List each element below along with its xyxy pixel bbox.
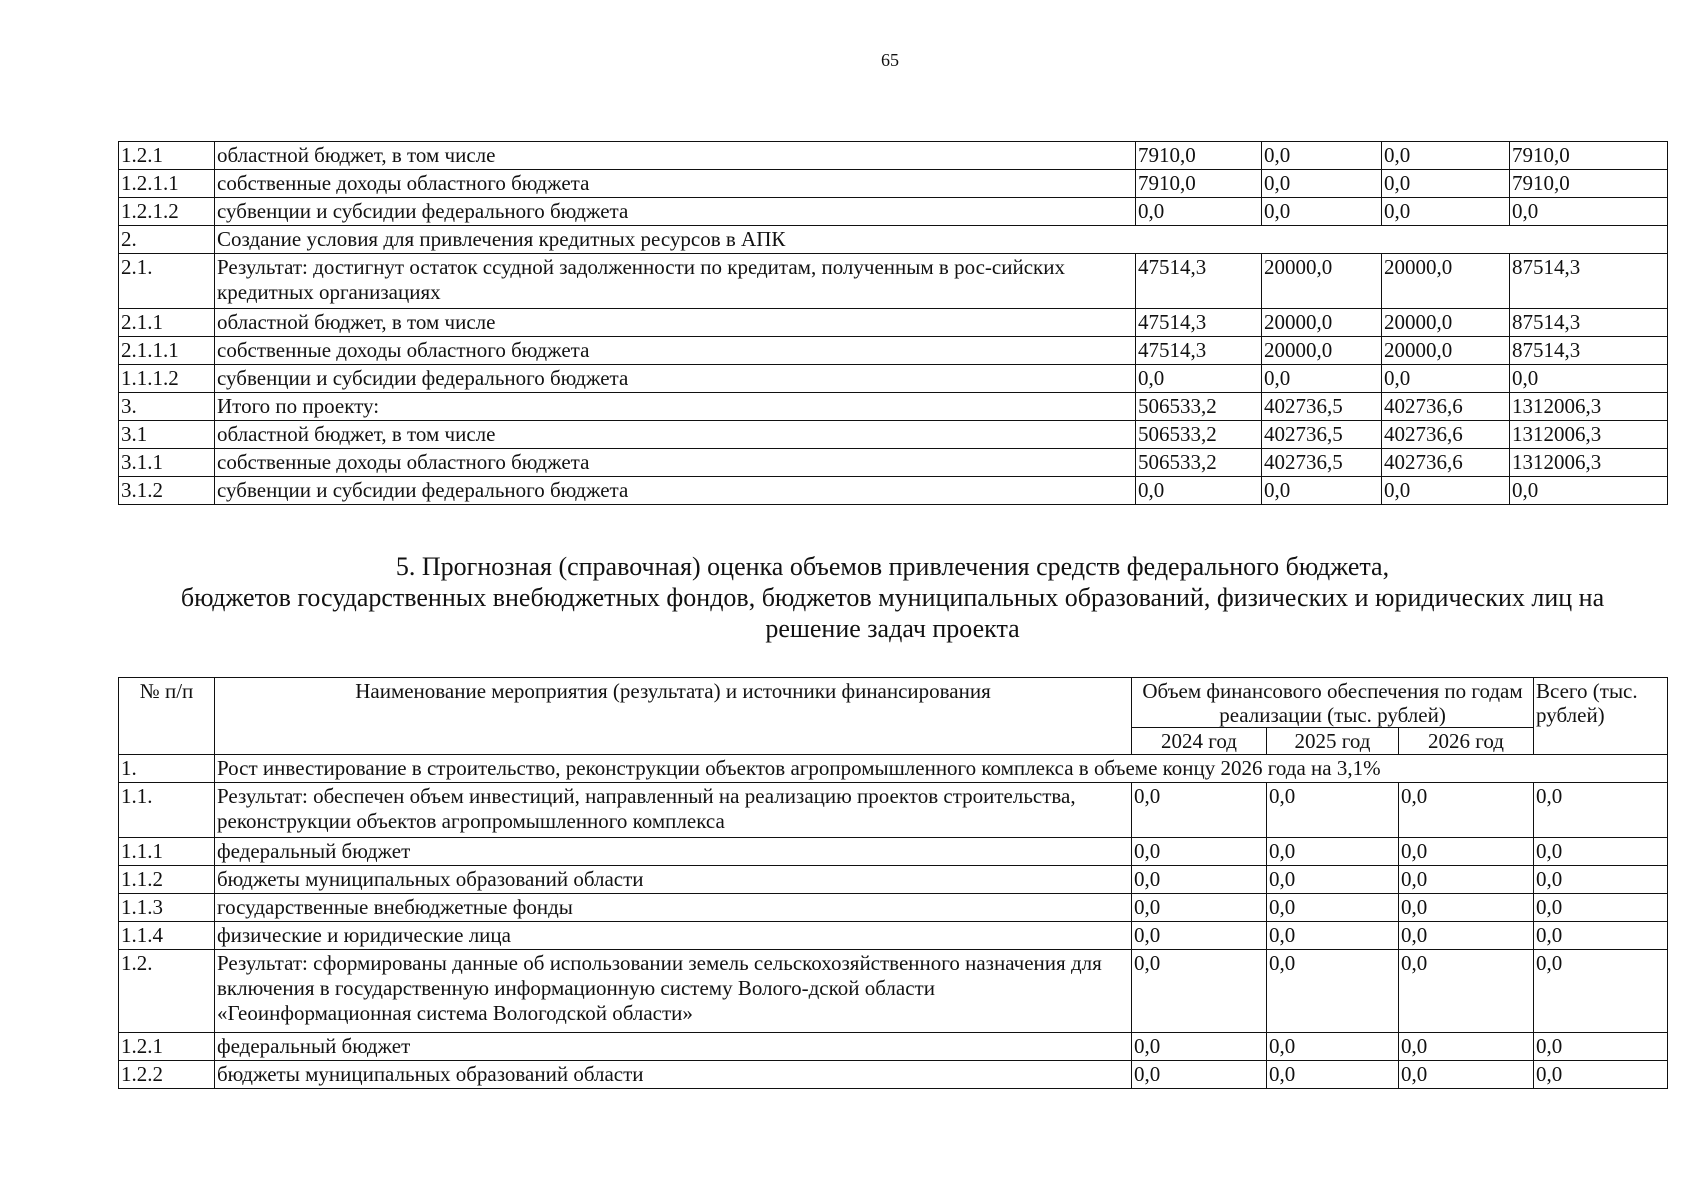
- row-number: 1.2.2: [119, 1061, 215, 1089]
- value-total: 0,0: [1534, 922, 1668, 950]
- value-2025: 0,0: [1267, 1061, 1399, 1089]
- row-number: 1.1.4: [119, 922, 215, 950]
- value-2025: 0,0: [1267, 838, 1399, 866]
- value-2026: 0,0: [1382, 170, 1510, 198]
- value-2024: 0,0: [1132, 894, 1267, 922]
- value-2024: 0,0: [1136, 365, 1262, 393]
- row-name: областной бюджет, в том числе: [215, 309, 1136, 337]
- value-total: 0,0: [1510, 198, 1668, 226]
- header-name: Наименование мероприятия (результата) и источники финансирования: [215, 678, 1132, 755]
- table-row: [119, 309, 1668, 337]
- header-number: № п/п: [119, 678, 215, 755]
- table-row: [119, 393, 1668, 421]
- value-2026: 0,0: [1399, 783, 1534, 838]
- value-total: 0,0: [1510, 477, 1668, 505]
- table-row: [119, 337, 1668, 365]
- value-2024: 47514,3: [1136, 309, 1262, 337]
- table-row: [119, 950, 1668, 1033]
- value-2024: 0,0: [1132, 1033, 1267, 1061]
- value-2025: 0,0: [1267, 783, 1399, 838]
- value-2026: 20000,0: [1382, 337, 1510, 365]
- value-total: 1312006,3: [1510, 449, 1668, 477]
- row-name: областной бюджет, в том числе: [215, 142, 1136, 170]
- header-volume: Объем финансового обеспечения по годам реализации (тыс. рублей): [1132, 678, 1534, 728]
- value-2025: 20000,0: [1262, 309, 1382, 337]
- value-2025: 0,0: [1267, 894, 1399, 922]
- value-2024: 0,0: [1136, 477, 1262, 505]
- table-row: [119, 170, 1668, 198]
- row-number: 1.2.1: [119, 142, 215, 170]
- row-name: физические и юридические лица: [215, 922, 1132, 950]
- row-number: 1.2.1: [119, 1033, 215, 1061]
- row-number: 1.2.1.1: [119, 170, 215, 198]
- row-name: государственные внебюджетные фонды: [215, 894, 1132, 922]
- table-row: [119, 922, 1668, 950]
- table-row: [119, 142, 1668, 170]
- value-2026: 0,0: [1382, 142, 1510, 170]
- value-2026: 20000,0: [1382, 309, 1510, 337]
- value-2024: 0,0: [1132, 922, 1267, 950]
- value-2024: 0,0: [1132, 866, 1267, 894]
- table-row: [119, 449, 1668, 477]
- row-number: 1.2.1.2: [119, 198, 215, 226]
- table-row-section: [119, 755, 1668, 783]
- value-2026: 402736,6: [1382, 393, 1510, 421]
- row-name: Результат: обеспечен объем инвестиций, направленный на реализацию проектов строительства, реконструкции объектов агропромышленного комплекса: [215, 783, 1132, 838]
- header-total: Всего (тыс. рублей): [1534, 678, 1668, 755]
- value-total: 87514,3: [1510, 337, 1668, 365]
- section-5-heading-line-1: 5. Прогнозная (справочная) оценка объемов привлечения средств федерального бюджета,: [395, 552, 1390, 581]
- value-total: 1312006,3: [1510, 421, 1668, 449]
- row-name: собственные доходы областного бюджета: [215, 449, 1136, 477]
- header-year-2025: 2025 год: [1267, 728, 1399, 755]
- row-number: 2.1.1: [119, 309, 215, 337]
- value-2025: 402736,5: [1262, 421, 1382, 449]
- value-2026: 402736,6: [1382, 421, 1510, 449]
- value-total: 0,0: [1534, 894, 1668, 922]
- table-row: [119, 866, 1668, 894]
- row-name: Результат: сформированы данные об использовании земель сельскохозяйственного назначения для включения в государственную информационную систему Волого-дской области «Геоинформационная система Вологодской области»: [215, 950, 1132, 1033]
- value-2025: 0,0: [1267, 950, 1399, 1033]
- row-name: Создание условия для привлечения кредитных ресурсов в АПК: [215, 226, 1668, 254]
- row-number: 3.: [119, 393, 215, 421]
- row-name: субвенции и субсидии федерального бюджета: [215, 198, 1136, 226]
- table-row: [119, 421, 1668, 449]
- value-total: 7910,0: [1510, 142, 1668, 170]
- table-row: [119, 365, 1668, 393]
- row-number: 2.1.: [119, 254, 215, 309]
- value-2025: 402736,5: [1262, 393, 1382, 421]
- value-2025: 0,0: [1262, 477, 1382, 505]
- row-name: собственные доходы областного бюджета: [215, 170, 1136, 198]
- value-2026: 0,0: [1399, 922, 1534, 950]
- value-2025: 0,0: [1267, 922, 1399, 950]
- value-2024: 47514,3: [1136, 337, 1262, 365]
- value-2026: 0,0: [1399, 894, 1534, 922]
- value-2026: 0,0: [1399, 1061, 1534, 1089]
- section-5-heading-line-2: бюджетов государственных внебюджетных фондов, бюджетов муниципальных образований, физических и юридических лиц на: [180, 583, 1605, 612]
- value-2024: 7910,0: [1136, 142, 1262, 170]
- table-row-section: [119, 226, 1668, 254]
- row-name: федеральный бюджет: [215, 1033, 1132, 1061]
- value-2024: 506533,2: [1136, 393, 1262, 421]
- row-number: 1.2.: [119, 950, 215, 1033]
- row-number: 3.1.1: [119, 449, 215, 477]
- table-row: [119, 1033, 1668, 1061]
- row-name: Итого по проекту:: [215, 393, 1136, 421]
- value-2026: 0,0: [1399, 950, 1534, 1033]
- row-number: 1.1.1: [119, 838, 215, 866]
- row-number: 3.1: [119, 421, 215, 449]
- value-total: 0,0: [1534, 838, 1668, 866]
- value-2026: 0,0: [1399, 838, 1534, 866]
- table-row: [119, 783, 1668, 838]
- row-number: 1.1.2: [119, 866, 215, 894]
- table-row: [119, 477, 1668, 505]
- section-5-heading: [118, 551, 1667, 644]
- value-2026: 402736,6: [1382, 449, 1510, 477]
- table-header-row: [119, 678, 1668, 728]
- value-total: 0,0: [1534, 1061, 1668, 1089]
- row-number: 2.: [119, 226, 215, 254]
- value-2025: 0,0: [1262, 198, 1382, 226]
- table-row: [119, 838, 1668, 866]
- table-row: [119, 198, 1668, 226]
- value-2026: 0,0: [1399, 1033, 1534, 1061]
- value-2024: 0,0: [1132, 1061, 1267, 1089]
- value-2025: 20000,0: [1262, 337, 1382, 365]
- header-year-2026: 2026 год: [1399, 728, 1534, 755]
- value-2026: 0,0: [1382, 198, 1510, 226]
- value-2024: 0,0: [1132, 783, 1267, 838]
- value-2024: 0,0: [1136, 198, 1262, 226]
- value-2024: 0,0: [1132, 838, 1267, 866]
- section-5-heading-line-3: решение задач проекта: [765, 614, 1020, 643]
- header-year-2024: 2024 год: [1132, 728, 1267, 755]
- value-2026: 0,0: [1399, 866, 1534, 894]
- row-number: 1.: [119, 755, 215, 783]
- value-total: 87514,3: [1510, 309, 1668, 337]
- row-name: собственные доходы областного бюджета: [215, 337, 1136, 365]
- row-name: субвенции и субсидии федерального бюджета: [215, 365, 1136, 393]
- value-2026: 0,0: [1382, 365, 1510, 393]
- value-total: 1312006,3: [1510, 393, 1668, 421]
- value-total: 0,0: [1534, 783, 1668, 838]
- row-number: 3.1.2: [119, 477, 215, 505]
- value-total: 0,0: [1534, 950, 1668, 1033]
- row-number: 1.1.3: [119, 894, 215, 922]
- value-2024: 506533,2: [1136, 449, 1262, 477]
- row-name: областной бюджет, в том числе: [215, 421, 1136, 449]
- value-2024: 7910,0: [1136, 170, 1262, 198]
- table-row: [119, 254, 1668, 309]
- value-total: 7910,0: [1510, 170, 1668, 198]
- value-total: 0,0: [1534, 866, 1668, 894]
- value-total: 0,0: [1510, 365, 1668, 393]
- financing-table-continued: [118, 141, 1668, 505]
- value-total: 0,0: [1534, 1033, 1668, 1061]
- value-2024: 47514,3: [1136, 254, 1262, 309]
- row-number: 1.1.1.2: [119, 365, 215, 393]
- table-row: [119, 894, 1668, 922]
- forecast-financing-table: [118, 677, 1668, 1089]
- value-2025: 0,0: [1262, 170, 1382, 198]
- value-2024: 506533,2: [1136, 421, 1262, 449]
- value-2025: 0,0: [1267, 1033, 1399, 1061]
- page-number: 65: [881, 50, 899, 70]
- value-2025: 0,0: [1262, 365, 1382, 393]
- value-2025: 20000,0: [1262, 254, 1382, 309]
- value-2025: 0,0: [1262, 142, 1382, 170]
- value-2024: 0,0: [1132, 950, 1267, 1033]
- row-name: субвенции и субсидии федерального бюджета: [215, 477, 1136, 505]
- table-row: [119, 1061, 1668, 1089]
- row-name: Рост инвестирование в строительство, реконструкции объектов агропромышленного комплекса в объеме концу 2026 года на 3,1%: [215, 755, 1668, 783]
- row-name: Результат: достигнут остаток ссудной задолженности по кредитам, полученным в рос-сийских кредитных организациях: [215, 254, 1136, 309]
- value-total: 87514,3: [1510, 254, 1668, 309]
- row-number: 2.1.1.1: [119, 337, 215, 365]
- value-2026: 0,0: [1382, 477, 1510, 505]
- row-name: бюджеты муниципальных образований области: [215, 1061, 1132, 1089]
- row-number: 1.1.: [119, 783, 215, 838]
- value-2025: 402736,5: [1262, 449, 1382, 477]
- row-name: федеральный бюджет: [215, 838, 1132, 866]
- value-2025: 0,0: [1267, 866, 1399, 894]
- value-2026: 20000,0: [1382, 254, 1510, 309]
- row-name: бюджеты муниципальных образований области: [215, 866, 1132, 894]
